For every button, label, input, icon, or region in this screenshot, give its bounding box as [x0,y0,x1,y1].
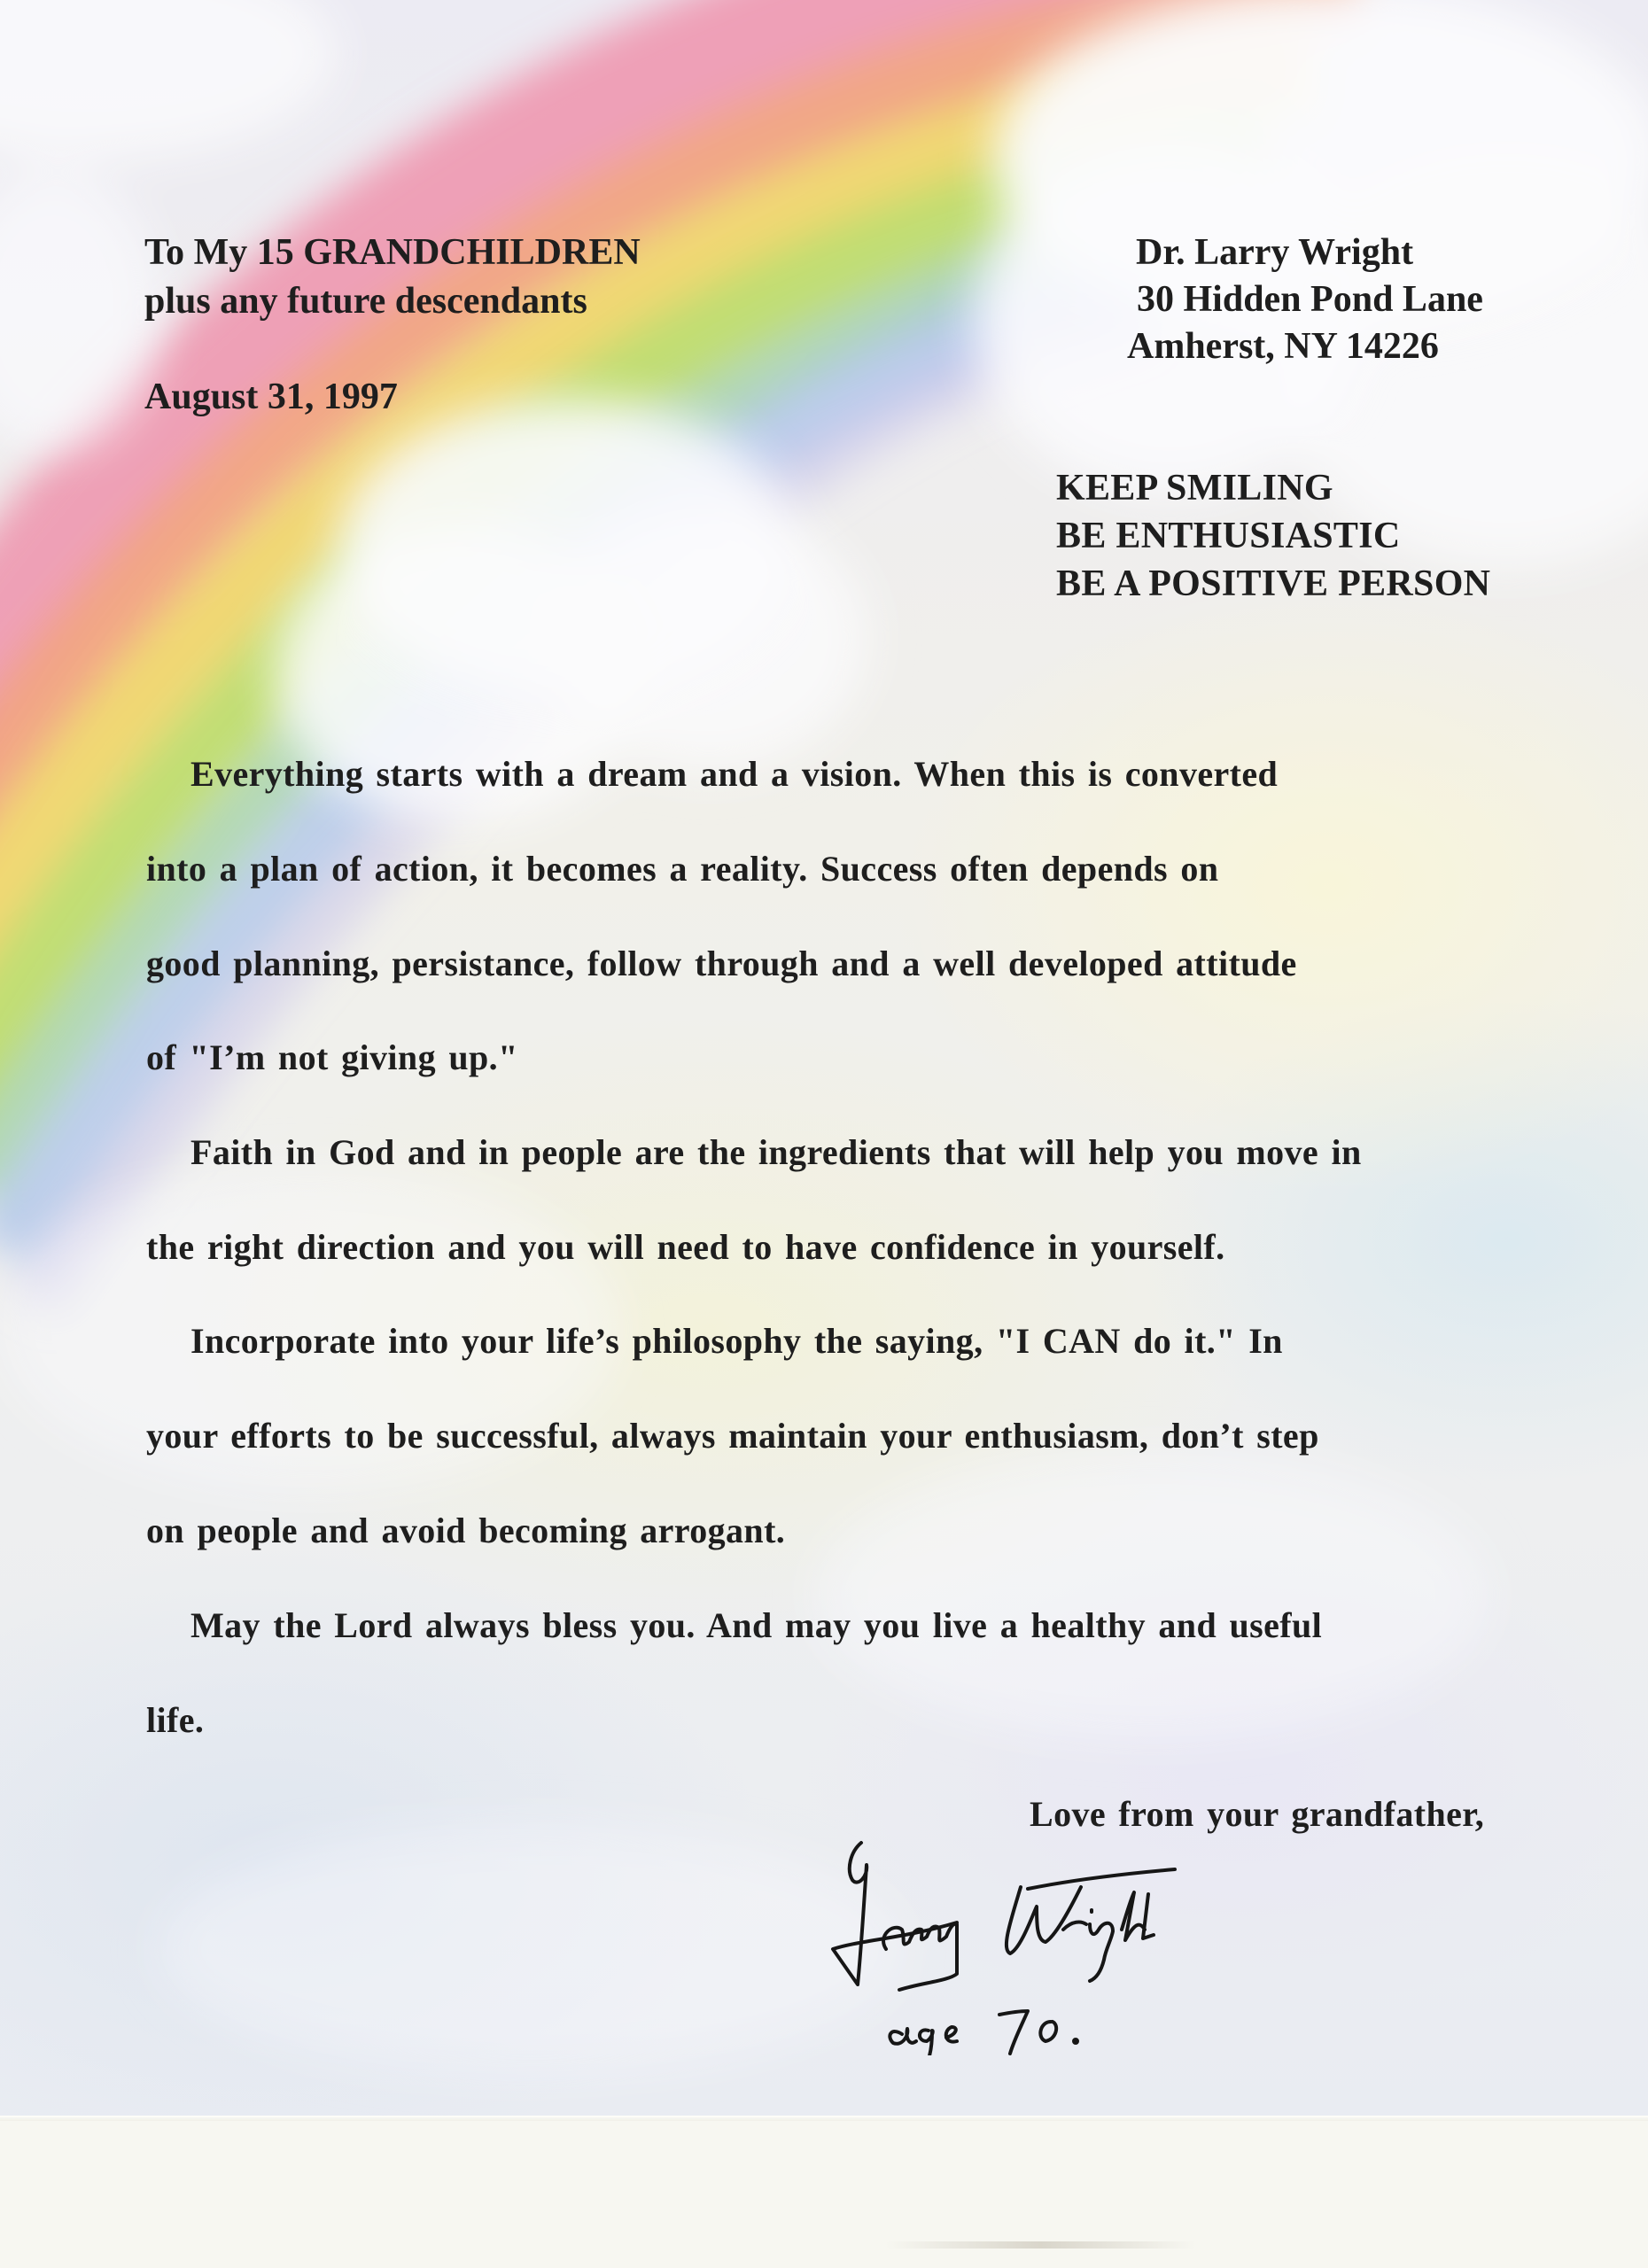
body-line: Everything starts with a dream and a vision. When this is converted [190,754,1279,794]
letter-date: August 31, 1997 [144,377,398,417]
motto-line: BE A POSITIVE PERSON [1056,563,1491,604]
body-line: Incorporate into your life’s philosophy the saying, "I CAN do it." In [190,1321,1283,1361]
body-line: life. [146,1700,205,1740]
sender-name: Dr. Larry Wright [1136,232,1414,273]
recipient-line-1: To My 15 GRANDCHILDREN [144,232,641,273]
motto-line: KEEP SMILING [1056,468,1333,509]
motto-line: BE ENTHUSIASTIC [1056,516,1401,556]
body-line: your efforts to be successful, always maintain your enthusiasm, don’t step [146,1416,1319,1456]
signature-icon [824,1825,1373,2055]
sender-street: 30 Hidden Pond Lane [1137,279,1483,320]
body-line: of "I’m not giving up." [146,1037,518,1077]
body-line: good planning, persistance, follow through and a well developed attitude [146,944,1297,983]
body-line: the right direction and you will need to have confidence in yourself. [146,1227,1225,1267]
body-line: Faith in God and in people are the ingredients that will help you move in [190,1132,1362,1172]
sender-city-state-zip: Amherst, NY 14226 [1127,326,1439,367]
scanner-margin [0,2121,1648,2268]
scan-smudge [886,2241,1196,2249]
body-line: into a plan of action, it becomes a reality. Success often depends on [146,849,1219,889]
body-line: May the Lord always bless you. And may you live a healthy and useful [190,1605,1323,1645]
closing-line: Love from your grandfather, [1030,1794,1485,1834]
recipient-line-2: plus any future descendants [144,281,587,322]
body-line: on people and avoid becoming arrogant. [146,1511,786,1550]
